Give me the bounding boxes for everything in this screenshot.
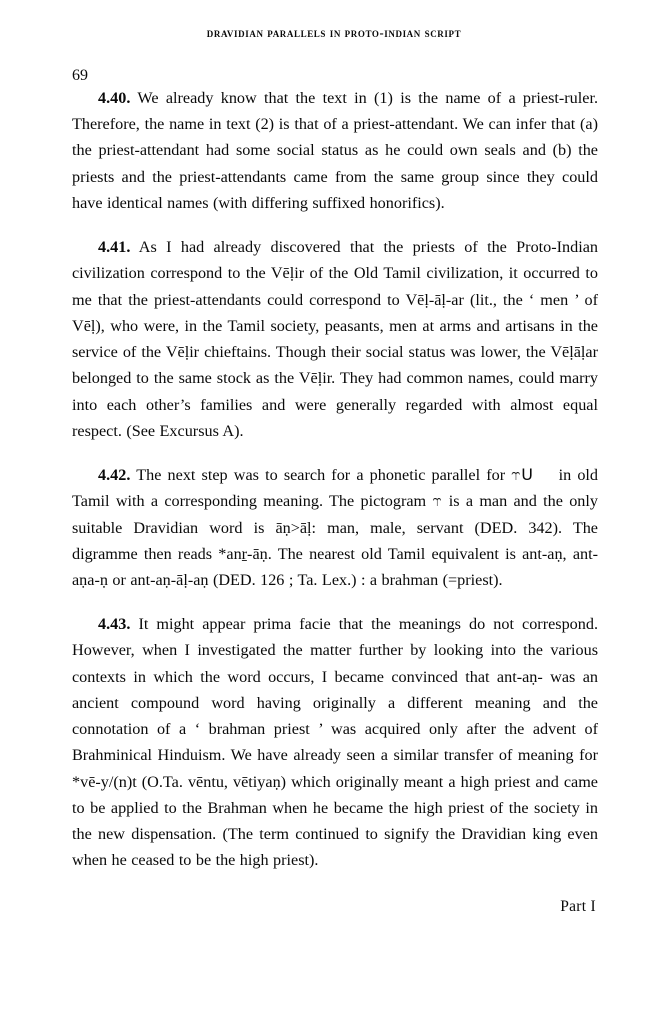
paragraph-4-42 — [72, 462, 598, 593]
running-head — [72, 26, 598, 41]
paragraph-text: It might appear prima facie that the meanings do not correspond. However, when I investigated the matter further by looking into the various contexts in which the word occurs, I became convinced that ant-aṇ- was an ancient compound word having originally a different meaning and the connotation of a ‘ brahman priest ’ was acquired only after the advent of Brahminical Hinduism. We have already seen a similar transfer of meaning for *vē-y/(n)t (O.Ta. vēntu, vētiyaṇ) which originally meant a high priest and came to be applied to the Brahman when he became the high priest of the society in the new dispensation. (The term continued to signify the Dravidian king even when he ceased to be the high priest). — [72, 615, 598, 870]
paragraph-text: As I had already discovered that the priests of the Proto-Indian civilization correspond to the Vēḷir of the Old Tamil civilization, it occurred to me that the priest-attendants could correspond to Vēḷ-āḷ-ar (lit., the ‘ men ’ of Vēḷ), who were, in the Tamil society, peasants, men at arms and artisans in the service of the Vēḷir chieftains. Though their social status was lower, the Vēḷāḷar belonged to the same stock as the Vēḷir. They had common names, could marry into each other’s families and were generally regarded with almost equal respect. (See Excursus A). — [72, 238, 598, 440]
paragraph-4-40 — [72, 85, 598, 216]
pictogram-digramme: ⥾U — [511, 465, 534, 485]
running-title: dravidian parallels in proto-indian script — [206, 26, 462, 40]
paragraph-text-before-pictogram: The next step was to search for a phonetic parallel for — [130, 466, 506, 485]
paragraph-number: 4.41. — [98, 238, 131, 257]
paragraph-number: 4.43. — [98, 615, 131, 634]
paragraph-4-43 — [72, 611, 598, 873]
part-label: Part I — [560, 897, 596, 915]
paragraph-number: 4.42. — [98, 466, 131, 485]
paragraph-text: We already know that the text in (1) is the name of a priest-ruler. Therefore, the name in text (2) is that of a priest-attendant. We can infer that (a) the priest-attendant had some social status as he could own seals and (b) the priests and the priest-attendants came from the same group since they could have identical names (with differing suffixed honorifics). — [72, 89, 598, 212]
paragraph-text-after-pictogram: in old Tamil with a corresponding meaning. The pictogram — [72, 466, 598, 511]
paragraph-4-41 — [72, 234, 598, 444]
paragraph-number: 4.40. — [98, 89, 131, 107]
pictogram-man: ⥾ — [432, 491, 443, 511]
paragraph-text-tail: is a man and the only suitable Dravidian word is āṇ>āḷ: man, male, servant (DED. 342). The digramme then reads *anṟ-āṇ. The nearest old Tamil equivalent is ant-aṇ, ant-aṇa-ṇ or ant-aṇ-āḷ-aṇ (DED. 126 ; Ta. Lex.) : a brahman (=priest). — [72, 492, 598, 589]
page-number: 69 — [72, 67, 88, 84]
